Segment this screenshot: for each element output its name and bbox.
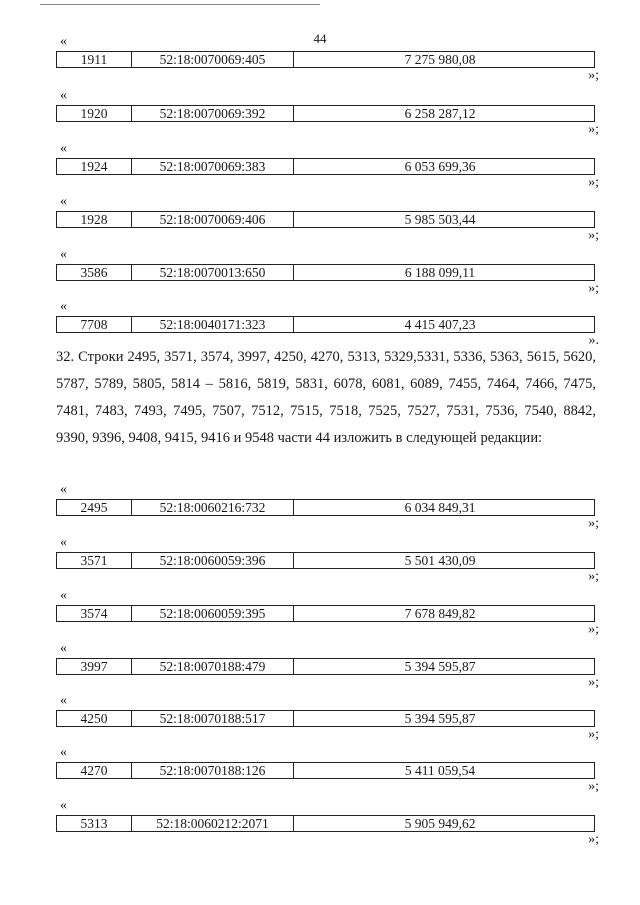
table-row xyxy=(56,762,595,779)
open-quote: « xyxy=(60,641,67,656)
cadastral-value: 5 985 503,44 xyxy=(404,212,476,227)
close-quote: »; xyxy=(588,228,599,243)
table-entry xyxy=(0,483,640,535)
table-row xyxy=(56,316,595,333)
row-number: 7708 xyxy=(57,317,132,332)
open-quote: « xyxy=(60,34,67,49)
row-number: 1928 xyxy=(57,212,132,227)
row-number: 4250 xyxy=(57,711,132,726)
table-row xyxy=(56,815,595,832)
open-quote: « xyxy=(60,247,67,262)
page-number: 44 xyxy=(313,31,327,46)
table-row xyxy=(56,552,595,569)
open-quote: « xyxy=(60,194,67,209)
open-quote: « xyxy=(60,88,67,103)
table-entry xyxy=(0,89,640,141)
row-number: 3586 xyxy=(57,265,132,280)
table-row xyxy=(56,658,595,675)
close-quote: »; xyxy=(588,281,599,296)
row-number: 1920 xyxy=(57,106,132,121)
row-number: 2495 xyxy=(57,500,132,515)
close-quote: »; xyxy=(588,569,599,584)
row-number: 1911 xyxy=(57,52,132,67)
open-quote: « xyxy=(60,535,67,550)
table-row xyxy=(56,264,595,281)
table-entry xyxy=(0,195,640,247)
cadastral-value: 6 258 287,12 xyxy=(404,106,476,121)
close-quote: »; xyxy=(588,832,599,847)
row-number: 3571 xyxy=(57,553,132,568)
cadastral-value: 5 411 059,54 xyxy=(404,763,476,778)
table-row xyxy=(56,158,595,175)
cadastral-number: 52:18:0060212:2071 xyxy=(132,816,294,831)
table-entry xyxy=(0,799,640,851)
table-entry xyxy=(0,35,640,87)
open-quote: « xyxy=(60,141,67,156)
row-number: 1924 xyxy=(57,159,132,174)
cadastral-number: 52:18:0070188:126 xyxy=(132,763,294,778)
open-quote: « xyxy=(60,299,67,314)
cadastral-value: 6 053 699,36 xyxy=(404,159,476,174)
table-entry xyxy=(0,536,640,588)
open-quote: « xyxy=(60,745,67,760)
cadastral-value: 6 034 849,31 xyxy=(404,500,476,515)
cadastral-value: 5 394 595,87 xyxy=(404,711,476,726)
table-entry xyxy=(0,694,640,746)
cadastral-value: 5 501 430,09 xyxy=(404,553,476,568)
cadastral-number: 52:18:0060059:395 xyxy=(132,606,294,621)
table-row xyxy=(56,211,595,228)
cadastral-number: 52:18:0070069:383 xyxy=(132,159,294,174)
table-row xyxy=(56,605,595,622)
close-quote: »; xyxy=(588,779,599,794)
open-quote: « xyxy=(60,693,67,708)
table-row xyxy=(56,51,595,68)
cadastral-value: 4 415 407,23 xyxy=(404,317,476,332)
close-quote-final: ». xyxy=(588,333,599,348)
close-quote: »; xyxy=(588,175,599,190)
cadastral-number: 52:18:0040171:323 xyxy=(132,317,294,332)
table-row xyxy=(56,499,595,516)
cadastral-number: 52:18:0070069:392 xyxy=(132,106,294,121)
table-entry xyxy=(0,248,640,300)
close-quote: »; xyxy=(588,122,599,137)
close-quote: »; xyxy=(588,68,599,83)
close-quote: »; xyxy=(588,622,599,637)
table-entry xyxy=(0,642,640,694)
row-number: 4270 xyxy=(57,763,132,778)
amendment-paragraph: 32. Строки 2495, 3571, 3574, 3997, 4250, 4270, 5313, 5329,5331, 5336, 5363, 5615, 5620, 5787, 5789, 5805, 5814 – 5816, 5819, 5831, 6078, 6081, 6089, 7455, 7464, 7466, 7475, 7481, 7483, 7493, 7495, 7507, 7512, 7515, 7518, 7525, 7527, 7531, 7536, 7540, 8842, 9390, 9396, 9408, 9415, 9416 и 9548 части 44 изложить в следующей редакции: xyxy=(56,349,596,446)
cadastral-value: 5 905 949,62 xyxy=(404,816,476,831)
cadastral-number: 52:18:0060216:732 xyxy=(132,500,294,515)
table-row xyxy=(56,105,595,122)
open-quote: « xyxy=(60,798,67,813)
cadastral-number: 52:18:0070069:406 xyxy=(132,212,294,227)
close-quote: »; xyxy=(588,675,599,690)
cadastral-number: 52:18:0060059:396 xyxy=(132,553,294,568)
open-quote: « xyxy=(60,588,67,603)
top-rule xyxy=(40,4,320,5)
cadastral-value: 7 678 849,82 xyxy=(404,606,476,621)
cadastral-value: 6 188 099,11 xyxy=(404,265,476,280)
row-number: 3574 xyxy=(57,606,132,621)
close-quote: »; xyxy=(588,727,599,742)
table-entry xyxy=(0,589,640,641)
cadastral-value: 5 394 595,87 xyxy=(404,659,476,674)
table-entry xyxy=(0,142,640,194)
table-entry xyxy=(0,746,640,798)
row-number: 3997 xyxy=(57,659,132,674)
close-quote: »; xyxy=(588,516,599,531)
cadastral-number: 52:18:0070188:479 xyxy=(132,659,294,674)
cadastral-number: 52:18:0070013:650 xyxy=(132,265,294,280)
cadastral-number: 52:18:0070188:517 xyxy=(132,711,294,726)
cadastral-value: 7 275 980,08 xyxy=(404,52,476,67)
table-row xyxy=(56,710,595,727)
row-number: 5313 xyxy=(57,816,132,831)
cadastral-number: 52:18:0070069:405 xyxy=(132,52,294,67)
open-quote: « xyxy=(60,482,67,497)
